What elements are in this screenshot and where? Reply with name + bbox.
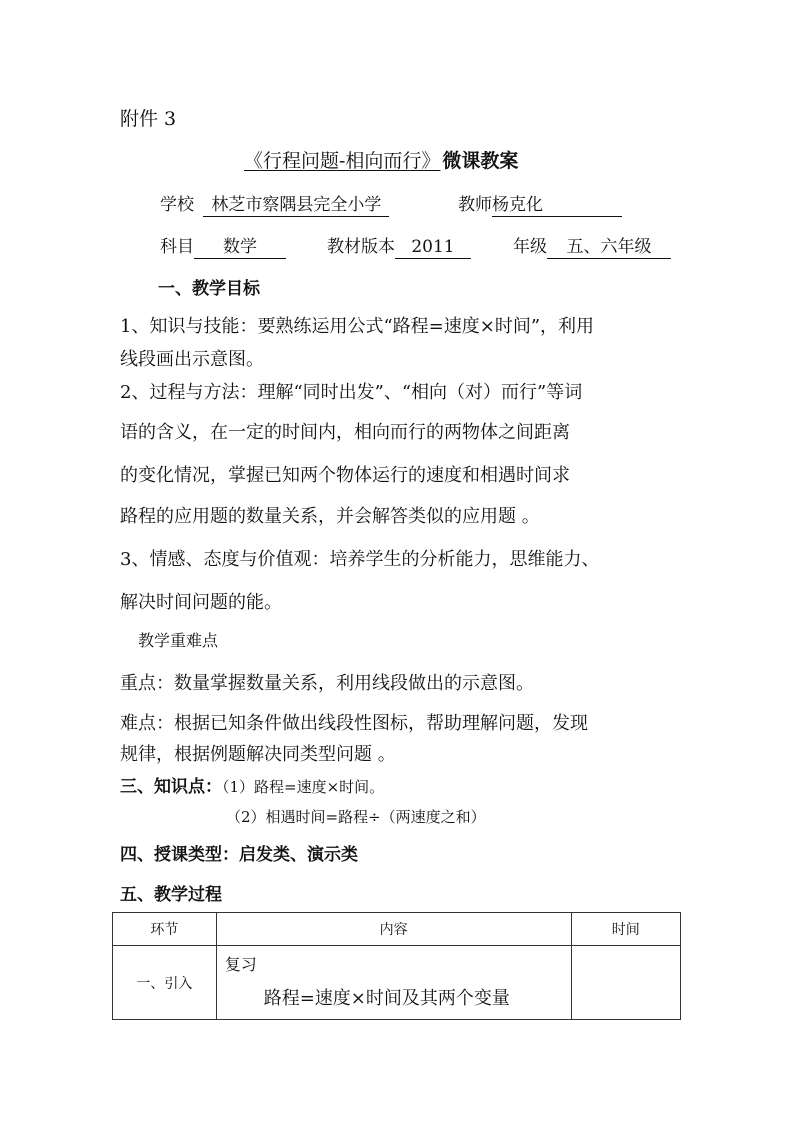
section2-line: 难点：根据已知条件做出线段性图标，帮助理解问题，发现 [120, 713, 588, 734]
content-title: 复习 [224, 954, 257, 974]
title-underlined: 《行程问题-相向而行》 [244, 150, 441, 172]
header-content: 内容 [216, 913, 571, 946]
section4-heading: 四、授课类型：启发类、演示类 [120, 845, 358, 865]
subject-value: 数学 [194, 232, 286, 259]
table-row [113, 946, 681, 1020]
teacher-row [458, 190, 622, 217]
section1-line: 1、知识与技能：要熟练运用公式“路程=速度×时间”，利用 [120, 316, 595, 337]
edition-label: 教材版本 [327, 237, 395, 257]
edition-value: 2011 [395, 237, 471, 259]
stage-cell: 一、引入 [113, 946, 217, 1020]
section1-line: 2、过程与方法：理解“同时出发”、“相向（对）而行”等词 [120, 382, 583, 403]
section2-line: 重点：数量掌握数量关系，利用线段做出的示意图。 [120, 673, 534, 694]
knowledge-point-2: （2）相遇时间=路程÷（两速度之和） [226, 808, 486, 826]
section5-heading: 五、教学过程 [120, 885, 222, 905]
section1-line: 3、情感、态度与价值观：培养学生的分析能力，思维能力、 [120, 549, 600, 570]
section1-line: 路程的应用题的数量关系，并会解答类似的应用题 。 [120, 506, 540, 527]
teacher-value: 杨克化 [492, 190, 622, 217]
section1-line: 线段画出示意图。 [120, 349, 264, 370]
section3-heading: 三、知识点： [120, 777, 222, 797]
grade-label: 年级 [513, 237, 547, 257]
time-cell [571, 946, 680, 1020]
section2-heading: 教学重难点 [138, 631, 219, 650]
grade-value: 五、六年级 [547, 232, 671, 259]
school-label: 学校 [160, 195, 194, 215]
school-value: 林芝市察隅县完全小学 [203, 190, 389, 217]
section1-line: 的变化情况，掌握已知两个物体运行的速度和相遇时间求 [120, 465, 570, 486]
subject-label: 科目 [160, 237, 194, 257]
edition-row [327, 232, 471, 259]
section1-line: 语的含义，在一定的时间内，相向而行的两物体之间距离 [120, 422, 570, 443]
teaching-process-table [112, 912, 681, 1020]
section1-heading: 一、教学目标 [158, 279, 260, 299]
section2-line: 规律，根据例题解决同类型问题 。 [120, 744, 396, 765]
content-cell [216, 946, 571, 1020]
header-time: 时间 [571, 913, 680, 946]
content-body: 路程=速度×时间及其两个变量 [263, 987, 510, 1009]
section1-line: 解决时间问题的能。 [120, 592, 282, 613]
school-row [160, 190, 389, 217]
table-header-row [113, 913, 681, 946]
document-title [244, 146, 518, 173]
knowledge-point-1: （1）路程=速度×时间。 [222, 778, 385, 796]
title-suffix: 微课教案 [442, 150, 519, 172]
attachment-label: 附件 3 [120, 108, 177, 130]
subject-row [160, 232, 286, 259]
section3-row [120, 772, 384, 797]
header-stage: 环节 [113, 913, 217, 946]
teacher-label: 教师 [458, 195, 492, 215]
grade-row [513, 232, 671, 259]
